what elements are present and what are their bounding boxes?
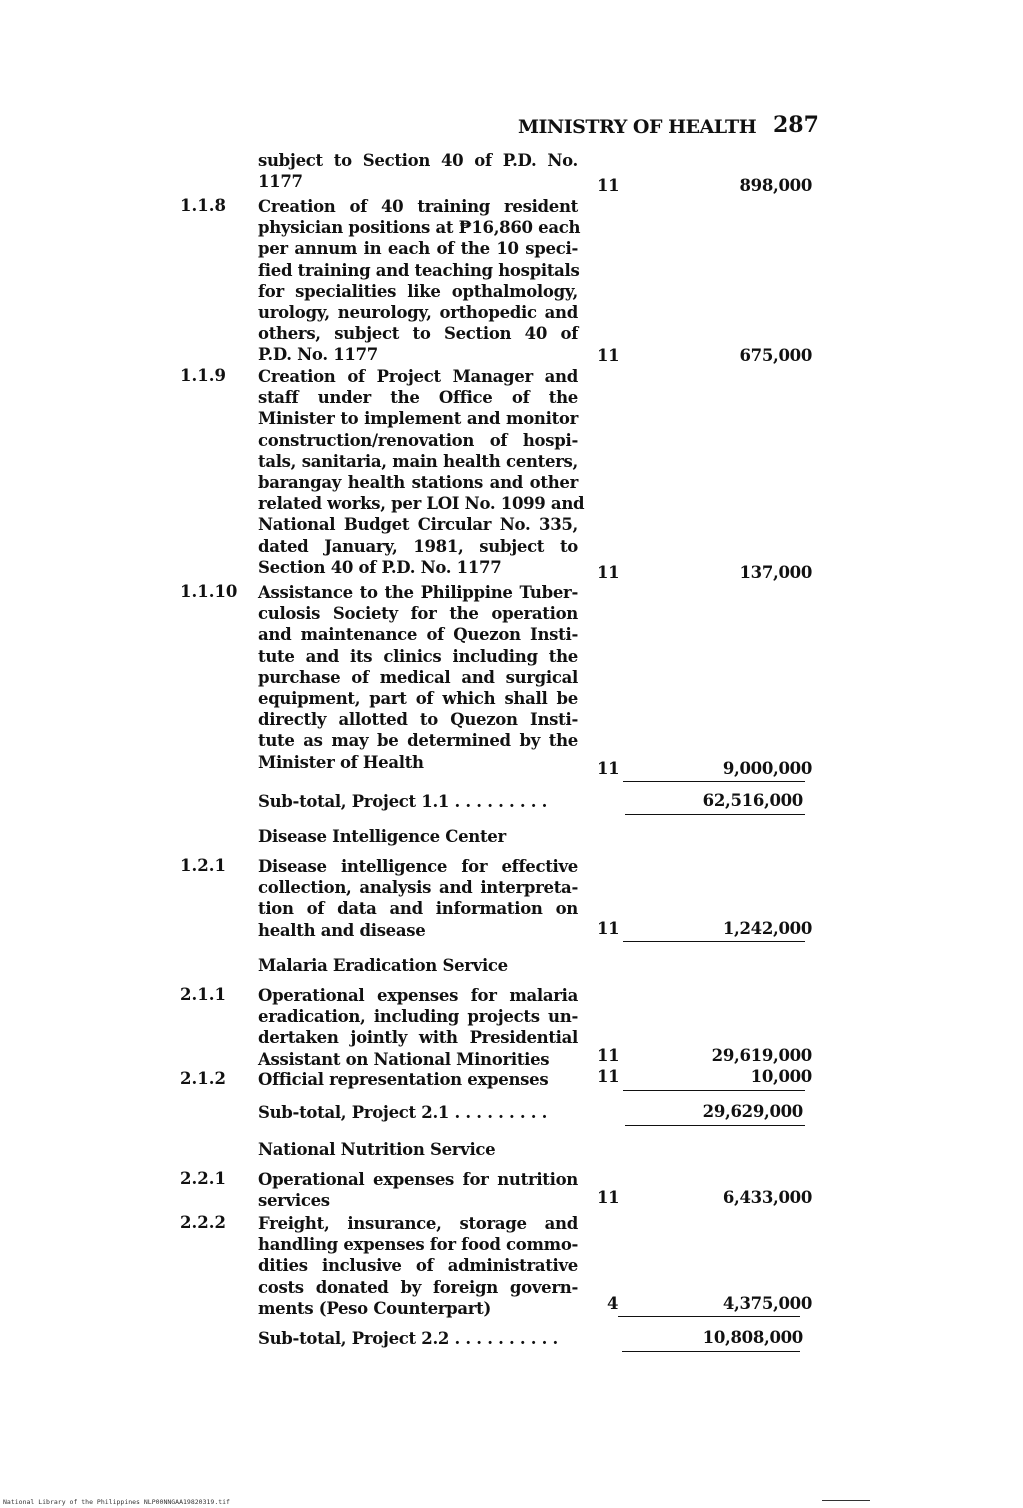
item-description <box>258 366 585 578</box>
item-code: 2.2.1 <box>180 1169 226 1188</box>
item-code: 2.2.2 <box>180 1213 226 1232</box>
description-line: costs donated by foreign govern- <box>258 1277 578 1297</box>
description-line: related works, per LOI No. 1099 and <box>258 494 585 514</box>
item-code: 1.1.8 <box>180 196 226 215</box>
section-heading: Disease Intelligence Center <box>258 827 506 846</box>
subtotal-rule <box>625 814 805 815</box>
fund-code: 11 <box>597 1067 620 1086</box>
item-description <box>258 582 578 773</box>
page-number: 287 <box>773 112 819 138</box>
subtotal-label: Sub-total, Project 2.2 . . . . . . . . . . <box>258 1329 558 1348</box>
item-code: 1.1.10 <box>180 582 238 601</box>
description-line: for specialities like opthalmology, <box>258 281 578 301</box>
item-description <box>258 1069 578 1090</box>
fund-code: 11 <box>597 176 620 195</box>
running-header-title: MINISTRY OF HEALTH <box>518 116 757 138</box>
description-line: health and disease <box>258 920 426 940</box>
description-line: urology, neurology, orthopedic and <box>258 303 578 323</box>
description-line: subject to Section 40 of P.D. No. <box>258 151 578 170</box>
description-line: Disease intelligence for effective <box>258 857 578 876</box>
item-code: 2.1.1 <box>180 985 226 1004</box>
item-description <box>258 150 578 192</box>
description-line: tals, sanitaria, main health centers, <box>258 451 578 471</box>
item-description <box>258 856 578 941</box>
item-amount: 898,000 <box>739 176 812 195</box>
description-line: National Budget Circular No. 335, <box>258 515 578 535</box>
fund-code: 11 <box>597 346 620 365</box>
amount-rule <box>625 1090 805 1091</box>
item-description <box>258 1213 578 1319</box>
description-line: Assistant on National Minorities <box>258 1049 550 1069</box>
item-code: 2.1.2 <box>180 1069 226 1088</box>
description-line: P.D. No. 1177 <box>258 345 378 365</box>
fund-code: 11 <box>597 919 620 938</box>
description-line: Section 40 of P.D. No. 1177 <box>258 557 502 577</box>
description-line: Operational expenses for nutrition <box>258 1170 578 1189</box>
description-line: collection, analysis and interpreta- <box>258 878 578 898</box>
description-line: and maintenance of Quezon Insti- <box>258 625 578 645</box>
description-line: construction/renovation of hospi- <box>258 430 578 450</box>
subtotal-amount: 62,516,000 <box>702 791 803 810</box>
footer-rule <box>822 1500 870 1501</box>
description-line: tute and its clinics including the <box>258 646 578 666</box>
description-line: equipment, part of which shall be <box>258 689 578 709</box>
subtotal-amount: 29,629,000 <box>702 1102 803 1121</box>
item-code: 1.1.9 <box>180 366 226 385</box>
fund-code: 11 <box>597 1188 620 1207</box>
description-line: physician positions at ₱16,860 each <box>258 218 581 238</box>
item-description <box>258 1169 578 1211</box>
fund-code: 4 <box>607 1294 619 1313</box>
item-description <box>258 196 581 366</box>
item-amount: 1,242,000 <box>722 919 812 938</box>
description-line: dities inclusive of administrative <box>258 1256 578 1276</box>
description-line: dertaken jointly with Presidential <box>258 1028 578 1048</box>
description-line: services <box>258 1191 330 1211</box>
description-line: purchase of medical and surgical <box>258 667 578 687</box>
description-line: 1177 <box>258 172 303 192</box>
description-line: culosis Society for the operation <box>258 604 578 624</box>
description-line: directly allotted to Quezon Insti- <box>258 710 578 730</box>
subtotal-label: Sub-total, Project 1.1 . . . . . . . . . <box>258 792 548 811</box>
subtotal-rule <box>622 1351 800 1352</box>
description-line: Assistance to the Philippine Tuber- <box>258 583 578 602</box>
description-line: tion of data and information on <box>258 899 578 919</box>
subtotal-amount: 10,808,000 <box>702 1328 803 1347</box>
amount-rule <box>625 941 805 942</box>
description-line: staff under the Office of the <box>258 388 578 408</box>
description-line: Creation of 40 training resident <box>258 197 578 216</box>
subtotal-label: Sub-total, Project 2.1 . . . . . . . . . <box>258 1103 548 1122</box>
item-description <box>258 985 578 1070</box>
section-heading: Malaria Eradication Service <box>258 956 508 975</box>
item-amount: 4,375,000 <box>722 1294 812 1313</box>
item-amount: 10,000 <box>750 1067 812 1086</box>
item-code: 1.2.1 <box>180 856 226 875</box>
description-line: eradication, including projects un- <box>258 1007 578 1027</box>
description-line: dated January, 1981, subject to <box>258 536 578 556</box>
item-amount: 6,433,000 <box>722 1188 812 1207</box>
description-line: Official representation expenses <box>258 1070 549 1089</box>
description-line: Freight, insurance, storage and <box>258 1214 578 1233</box>
amount-rule <box>625 781 805 782</box>
description-line: ments (Peso Counterpart) <box>258 1298 492 1318</box>
description-line: others, subject to Section 40 of <box>258 324 578 344</box>
item-amount: 675,000 <box>739 346 812 365</box>
fund-code: 11 <box>597 759 620 778</box>
description-line: Creation of Project Manager and <box>258 367 578 386</box>
description-line: fied training and teaching hospitals <box>258 260 580 280</box>
item-amount: 29,619,000 <box>711 1046 812 1065</box>
amount-rule <box>625 1316 800 1317</box>
section-heading: National Nutrition Service <box>258 1140 496 1159</box>
description-line: per annum in each of the 10 speci- <box>258 239 578 259</box>
description-line: Minister to implement and monitor <box>258 409 578 429</box>
description-line: barangay health stations and other <box>258 473 578 493</box>
fund-code: 11 <box>597 1046 620 1065</box>
fund-code: 11 <box>597 563 620 582</box>
item-amount: 9,000,000 <box>722 759 812 778</box>
description-line: Operational expenses for malaria <box>258 986 578 1005</box>
scan-footer: National Library of the Philippines NLP00NNGAA19820319.tif <box>3 1498 230 1506</box>
description-line: tute as may be determined by the <box>258 731 578 751</box>
description-line: handling expenses for food commo- <box>258 1235 579 1255</box>
description-line: Minister of Health <box>258 752 424 772</box>
subtotal-rule <box>625 1125 805 1126</box>
item-amount: 137,000 <box>739 563 812 582</box>
